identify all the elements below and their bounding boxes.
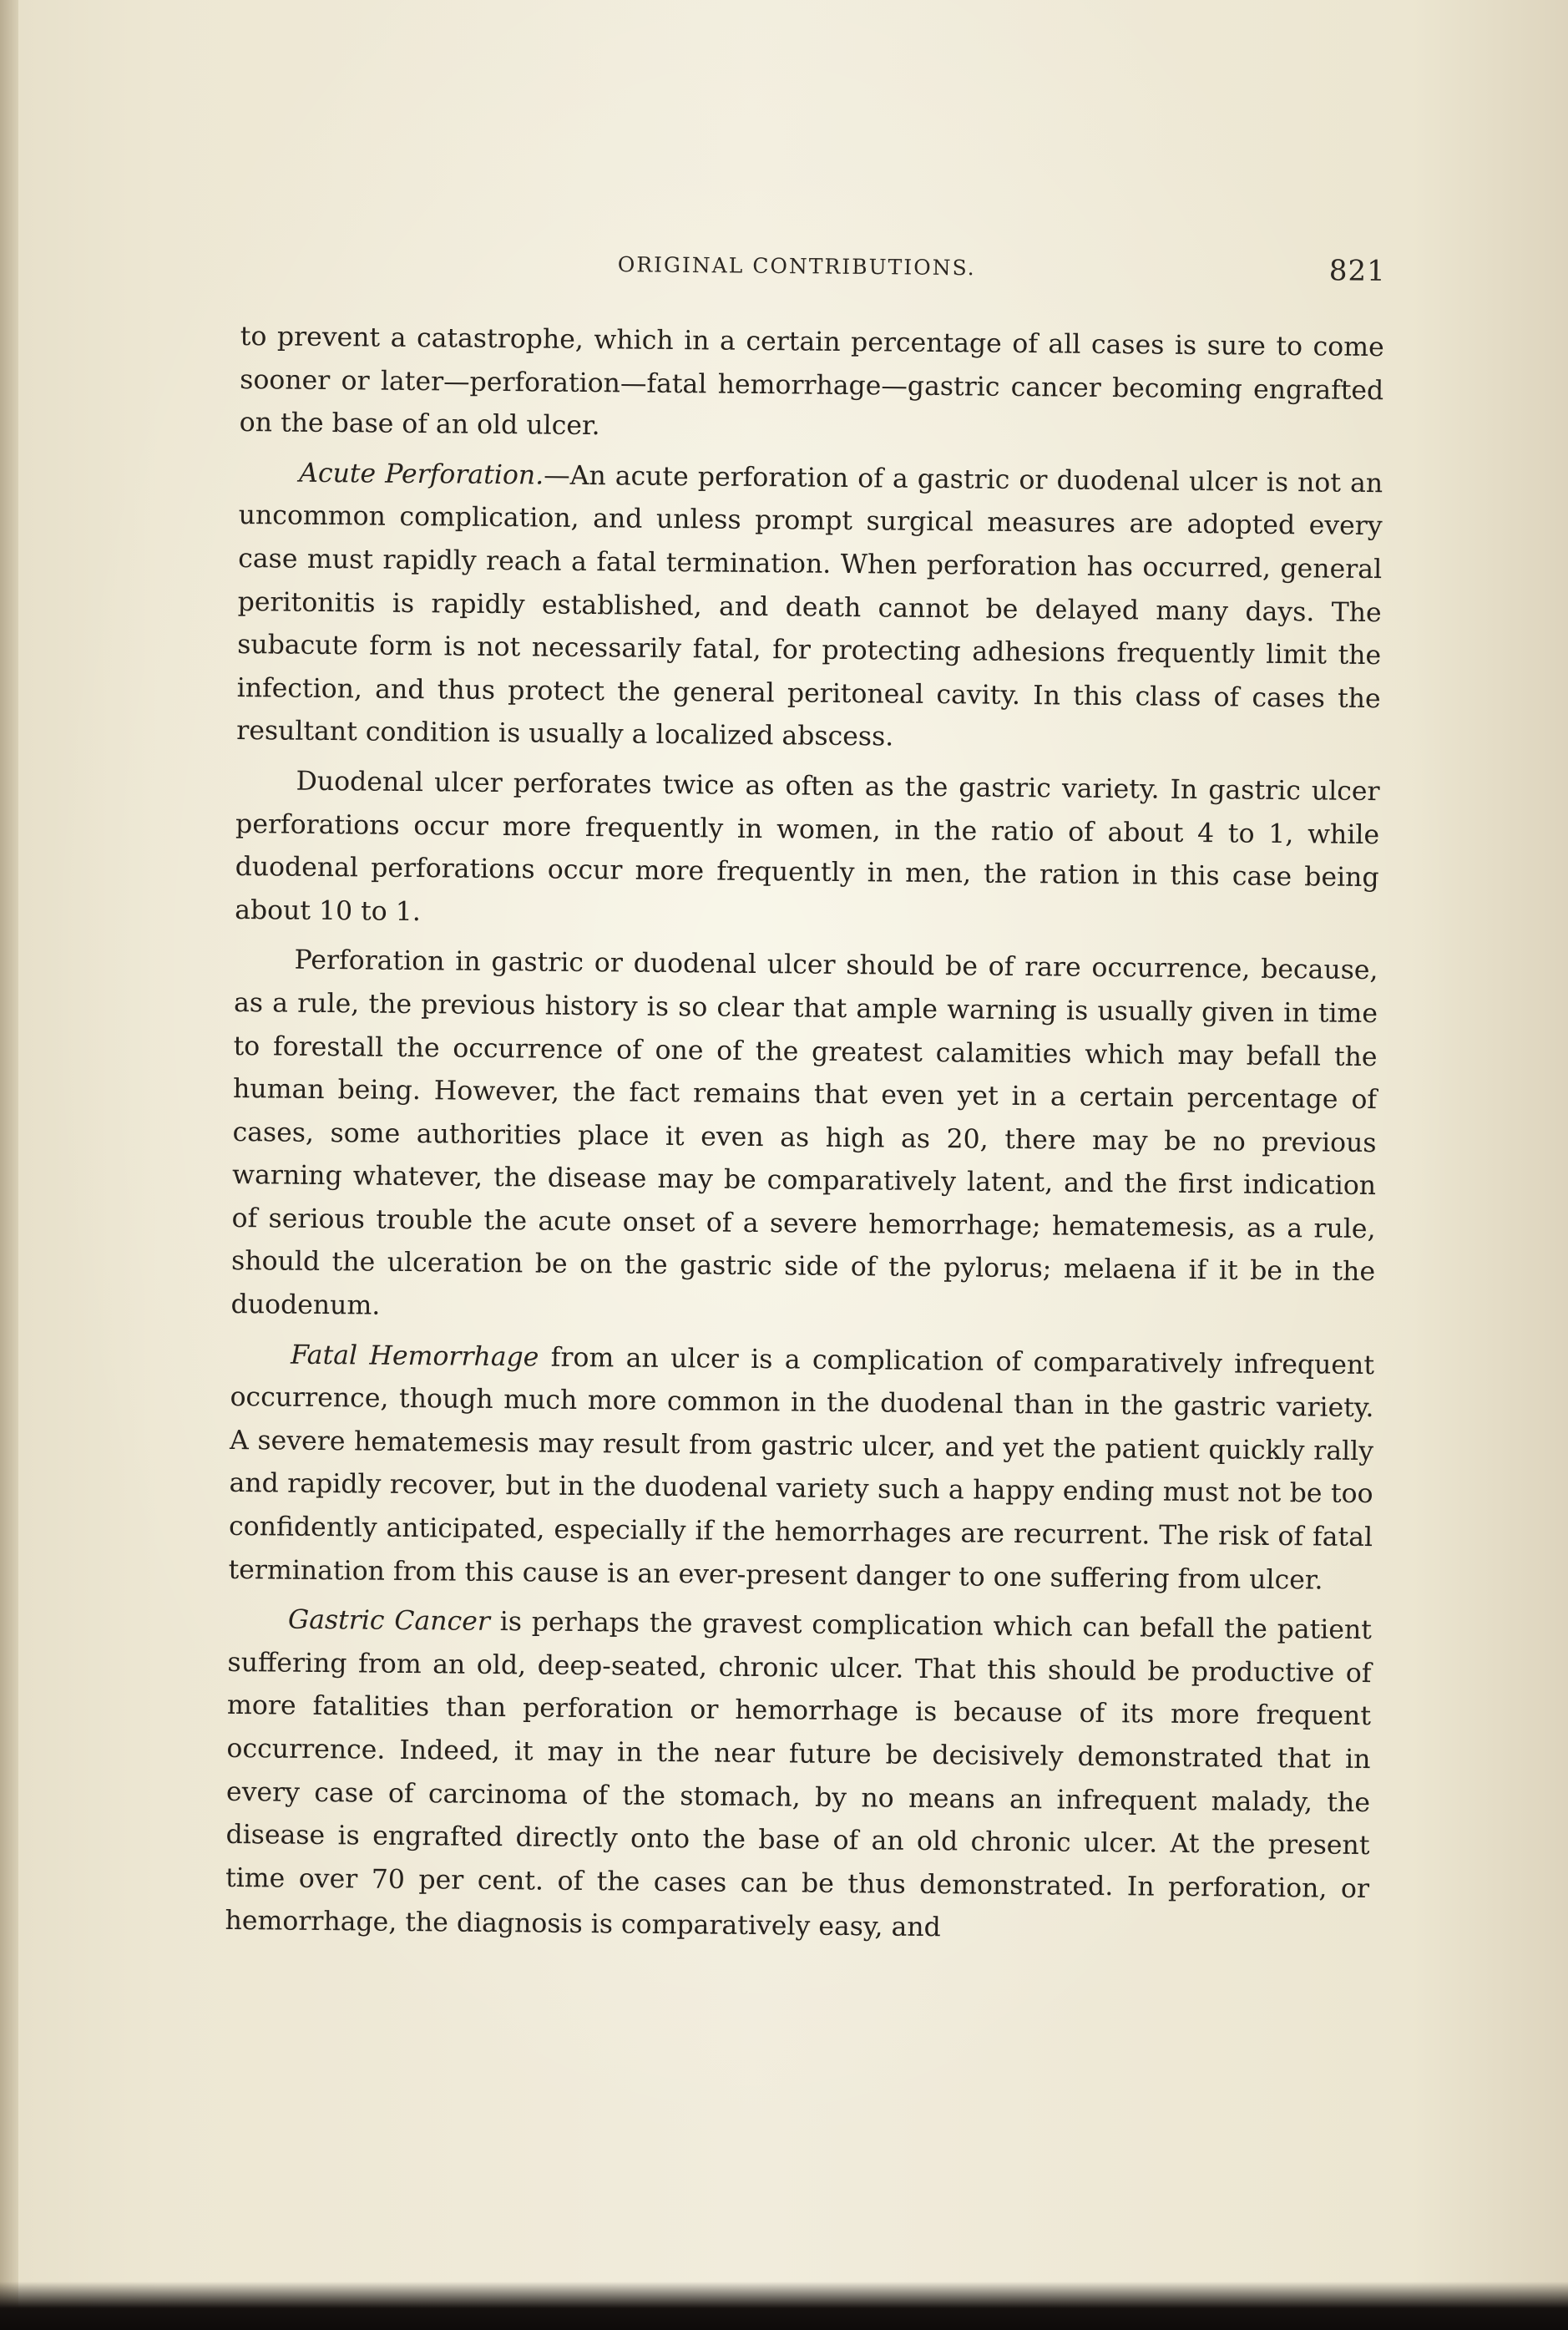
page-bottom-shadow	[0, 2282, 1568, 2330]
body-text	[225, 316, 1384, 1961]
paragraph-heading: Fatal Hemorrhage	[290, 1340, 539, 1373]
paragraph-text: Perforation in gastric or duodenal ulcer should be of rare occurrence, because, as a rule, the previous history is so clear that ample warning is usually given in time to forestall the occurrence of one of the greatest calamities which may befall the human being. However, the fact remains that even yet in a certain percentage of cases, some authorities place it even as high as 20, there may be no previous warning whatever, the disease may be comparatively latent, and the first indication of serious trouble the acute onset of a severe hemorrhage; hematemesis, as a rule, should the ulceration be on the gastric side of the pylorus; melaena if it be in the duodenum.	[230, 945, 1378, 1321]
paragraph-heading: Gastric Cancer	[287, 1604, 491, 1638]
paragraph-text: to prevent a catastrophe, which in a certain percentage of all cases is sure to come sooner or later—perforation—fatal hemorrhage—gastric cancer becoming engrafted on the base of an old ulcer.	[239, 321, 1384, 442]
paragraph-gastric-cancer	[225, 1598, 1372, 1954]
paragraph-fatal-hemorrhage	[228, 1334, 1374, 1603]
paragraph-acute-perforation	[236, 452, 1383, 764]
paragraph-text: —An acute perforation of a gastric or duodenal ulcer is not an uncommon complication, and unless prompt surgical measures are adopted every case must rapidly reach a fatal termination. When perforation has occurred, general peritonitis is rapidly established, and death cannot be delayed many days. The subacute form is not necessarily fatal, for protecting adhesions frequently limit the infection, and thus protect the general peritoneal cavity. In this class of cases the resultant condition is usually a localized abscess.	[236, 460, 1383, 752]
running-head	[434, 246, 1386, 293]
paragraph-duodenal-ulcer	[235, 760, 1380, 944]
page-number: 821	[1328, 254, 1386, 288]
paragraph-perforation-occurrence	[230, 939, 1378, 1337]
paragraph-text: from an ulcer is a complication of comparatively infrequent occurrence, though much more common in the duodenal than in the gastric variety. A severe hematemesis may result from gastric ulcer, and yet the patient quickly rally and rapidly recover, but in the duodenal variety such a happy ending must not be too confidently anticipated, especially if the hemorrhages are recurrent. The risk of fatal termination from this cause is an ever-present danger to one suffering from ulcer.	[228, 1342, 1375, 1596]
paragraph-continuation	[240, 316, 1384, 456]
paragraph-text: is perhaps the gravest complication which can befall the patient suffering from an old, deep-seated, chronic ulcer. That this should be productive of more fatalities than perforation or hemorrhage is because of its more frequent occurrence. Indeed, it may in the near future be decisively demonstrated that in every case of carcinoma of the stomach, by no means an infrequent malady, the disease is engrafted directly onto the base of an old chronic ulcer. At the present time over 70 per cent. of the cases can be thus demonstrated. In perforation, or hemorrhage, the diagnosis is comparatively easy, and	[225, 1607, 1373, 1943]
paragraph-heading: Acute Perforation.	[299, 458, 544, 491]
paragraph-text: Duodenal ulcer perforates twice as often as the gastric variety. In gastric ulcer perforations occur more frequently in women, in the ratio of about 4 to 1, while duodenal perforations occur more frequently in men, the ration in this case being about 10 to 1.	[234, 766, 1380, 927]
page-spine-shadow	[0, 0, 18, 2330]
running-head-title: ORIGINAL CONTRIBUTIONS.	[617, 252, 976, 281]
